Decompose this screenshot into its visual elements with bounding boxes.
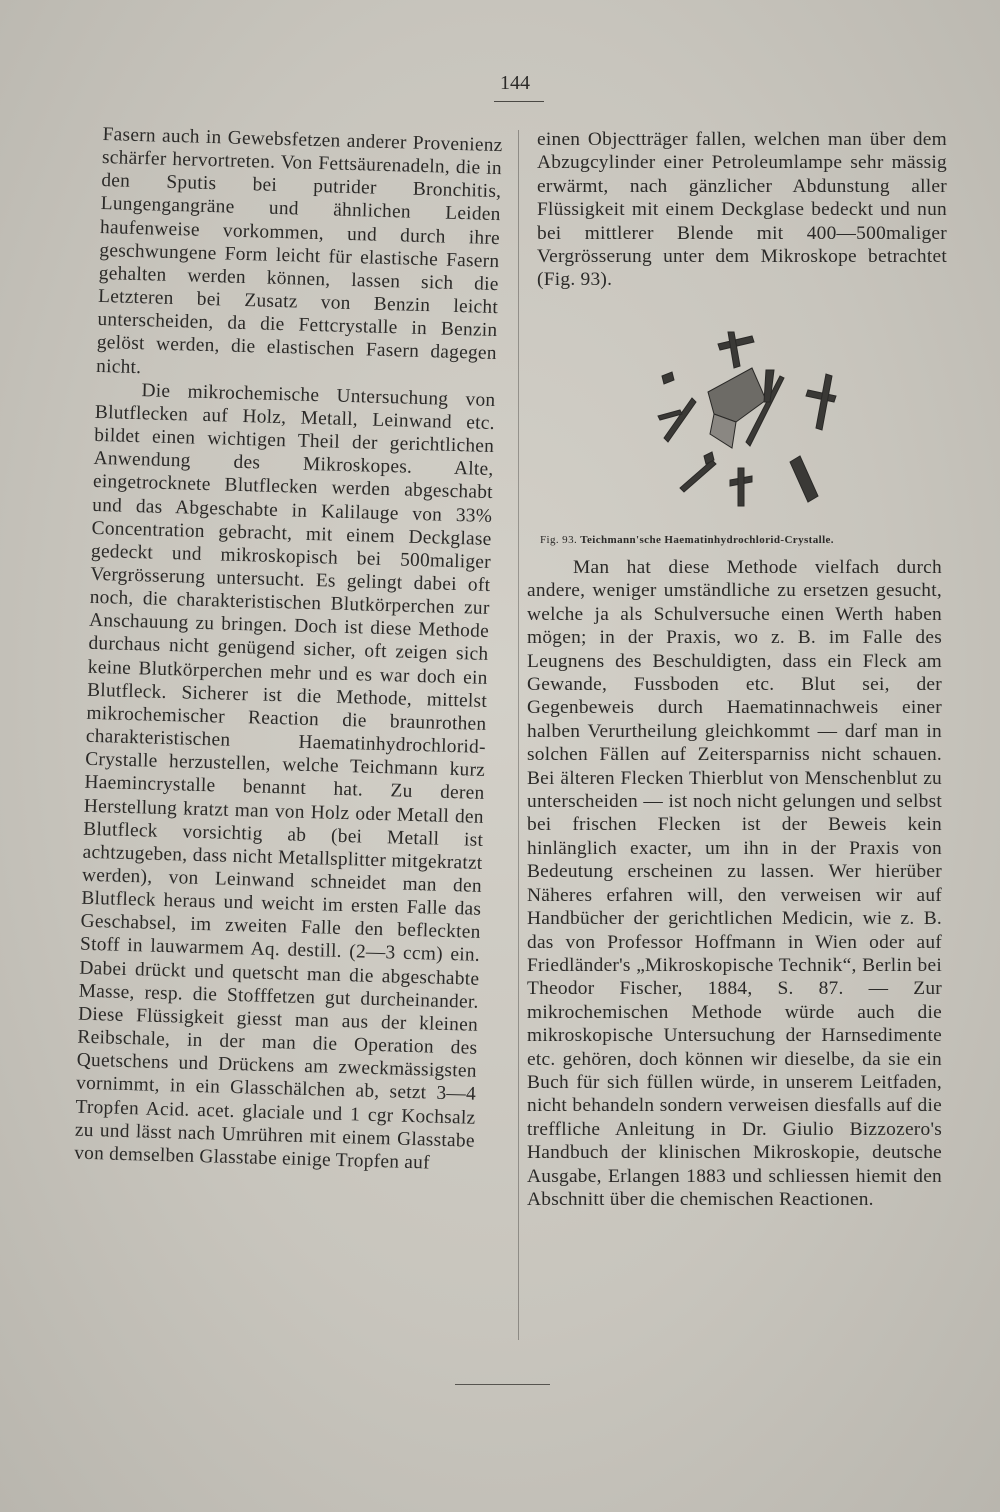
right-paragraph-2: Man hat diese Methode vielfach durch andere, weniger umständliche zu ersetzen gesucht, welche ja als Schulversuche einen Werth haben mögen; in der Praxis, wo z. B. im Falle des Leugnens des Beschuldigten, dass ein Fleck am Gewande, Fussboden etc. Blut sei, der Gegenbeweis durch Haematinnachweis einer halben Verurtheilung gleichkommt — darf man in solchen Fällen auf Zeitersparniss nicht schauen. Bei älteren Flecken Thierblut von Menschenblut zu unterscheiden — ist noch nicht gelungen und selbst bei frischen Flecken ist der Beweis kein hinlänglich exacter, um ihn in der Praxis von Bedeutung erscheinen zu lassen. Wer hierüber Näheres erfahren will, den verweisen wir auf Handbücher der gerichtlichen Medicin, wie z. B. das von Professor Hoffmann in Wien oder auf Friedländer's „Mikroskopische Technik“, Berlin bei Theodor Fischer, 1884, S. 87. — Zur mikrochemischen Methode würde auch die mikroskopische Untersuchung der Harnsedimente etc. gehören, doch können wir dieselbe, da sie ein Buch für sich füllen würde, in unserem Leitfaden, nicht behandeln sondern verweisen diesfalls auf die treffliche Anleitung in Dr. Giulio Bizzozero's Handbuch der klinischen Mikroskopie, deutsche Ausgabe, Erlangen 1883 und schliessen hiemit den Abschnitt über die chemischen Reactionen.	[527, 557, 942, 1210]
column-divider	[518, 130, 519, 1340]
crystal-illustration	[640, 330, 850, 515]
right-column-bottom	[527, 556, 942, 1211]
left-paragraph-1: Fasern auch in Gewebsfetzen anderer Provenienz schärfer hervortreten. Von Fettsäurenadeln, die in den Sputis bei putrider Bronchitis, Lungengangräne und ähnlichen Leiden haufenweise vorkommen, und durch ihre geschwungene Form leicht für elastische Fasern gehalten werden können, lassen sich die Letzteren bei Zusatz von Benzin leicht unterscheiden, da die Fettcrystalle in Benzin gelöst werden, die elastischen Fasern dagegen nicht.	[95, 123, 503, 378]
figure-label: Fig. 93.	[540, 534, 578, 546]
right-column-top	[537, 128, 947, 292]
left-paragraph-2: Die mikrochemische Untersuchung von Blutflecken auf Holz, Metall, Leinwand etc. bildet einen wichtigen Theil der gerichtlichen Anwendung des Mikroskopes. Alte, eingetrocknete Blutflecken werden abgeschabt und das Abgeschabte in Kalilauge von 33% Concentration gebracht, mit einem Deckglase gedeckt und mikroskopisch bei 500maliger Vergrösserung untersucht. Es gelingt dabei oft noch, die charakteristischen Blutkörperchen zur Anschauung zu bringen. Doch ist diese Methode durchaus nicht genügend sicher, oft zeigen sich keine Blutkörperchen mehr und es war doch ein Blutfleck. Sicherer ist die Methode, mittelst mikrochemischer Reaction die braunrothen charakteristischen Haematinhydrochlorid-Crystalle herzustellen, welche Teichmann kurz Haemincrystalle benannt hat. Zu deren Herstellung kratzt man von Holz oder Metall den Blutfleck vorsichtig ab (bei Metall ist achtzugeben, dass nicht Metallsplitter mitgekratzt werden), von Leinwand schneidet man den Blutfleck heraus und weicht im ersten Falle das Geschabsel, im zweiten Falle den befleckten Stoff in lauwarmem Aq. destill. (2—3 ccm) ein. Dabei drückt und quetscht man die abgeschabte Masse, resp. die Stofffetzen gut durcheinander. Diese Flüssigkeit giesst man aus der kleinen Reibschale, in der man die Operation des Quetschens und Drückens am zweckmässigsten vornimmt, in ein Glasschälchen ab, setzt 3—4 Tropfen Acid. acet. glaciale und 1 cgr Kochsalz zu und lässt nach Umrühren mit einem Glasstabe von demselben Glasstabe einige Tropfen auf	[73, 379, 496, 1174]
page-number: 144	[500, 72, 530, 94]
left-column	[74, 123, 503, 1176]
right-paragraph-1: einen Objectträger fallen, welchen man über dem Abzugcylinder einer Petroleumlampe sehr mässig erwärmt, nach gänzlicher Abdunstung aller Flüssigkeit mit einem Deckglase bedeckt und nun bei mittlerer Blende mit 400—500maliger Vergrösserung unter dem Mikroskope betrachtet (Fig. 93).	[537, 129, 947, 291]
figure-caption-text: Teichmann'sche Haematinhydrochlorid-Crystalle.	[580, 534, 834, 546]
figure-caption	[540, 534, 960, 546]
page-number-rule	[494, 101, 544, 102]
footer-rule	[455, 1384, 550, 1385]
figure-crystals	[640, 330, 850, 515]
